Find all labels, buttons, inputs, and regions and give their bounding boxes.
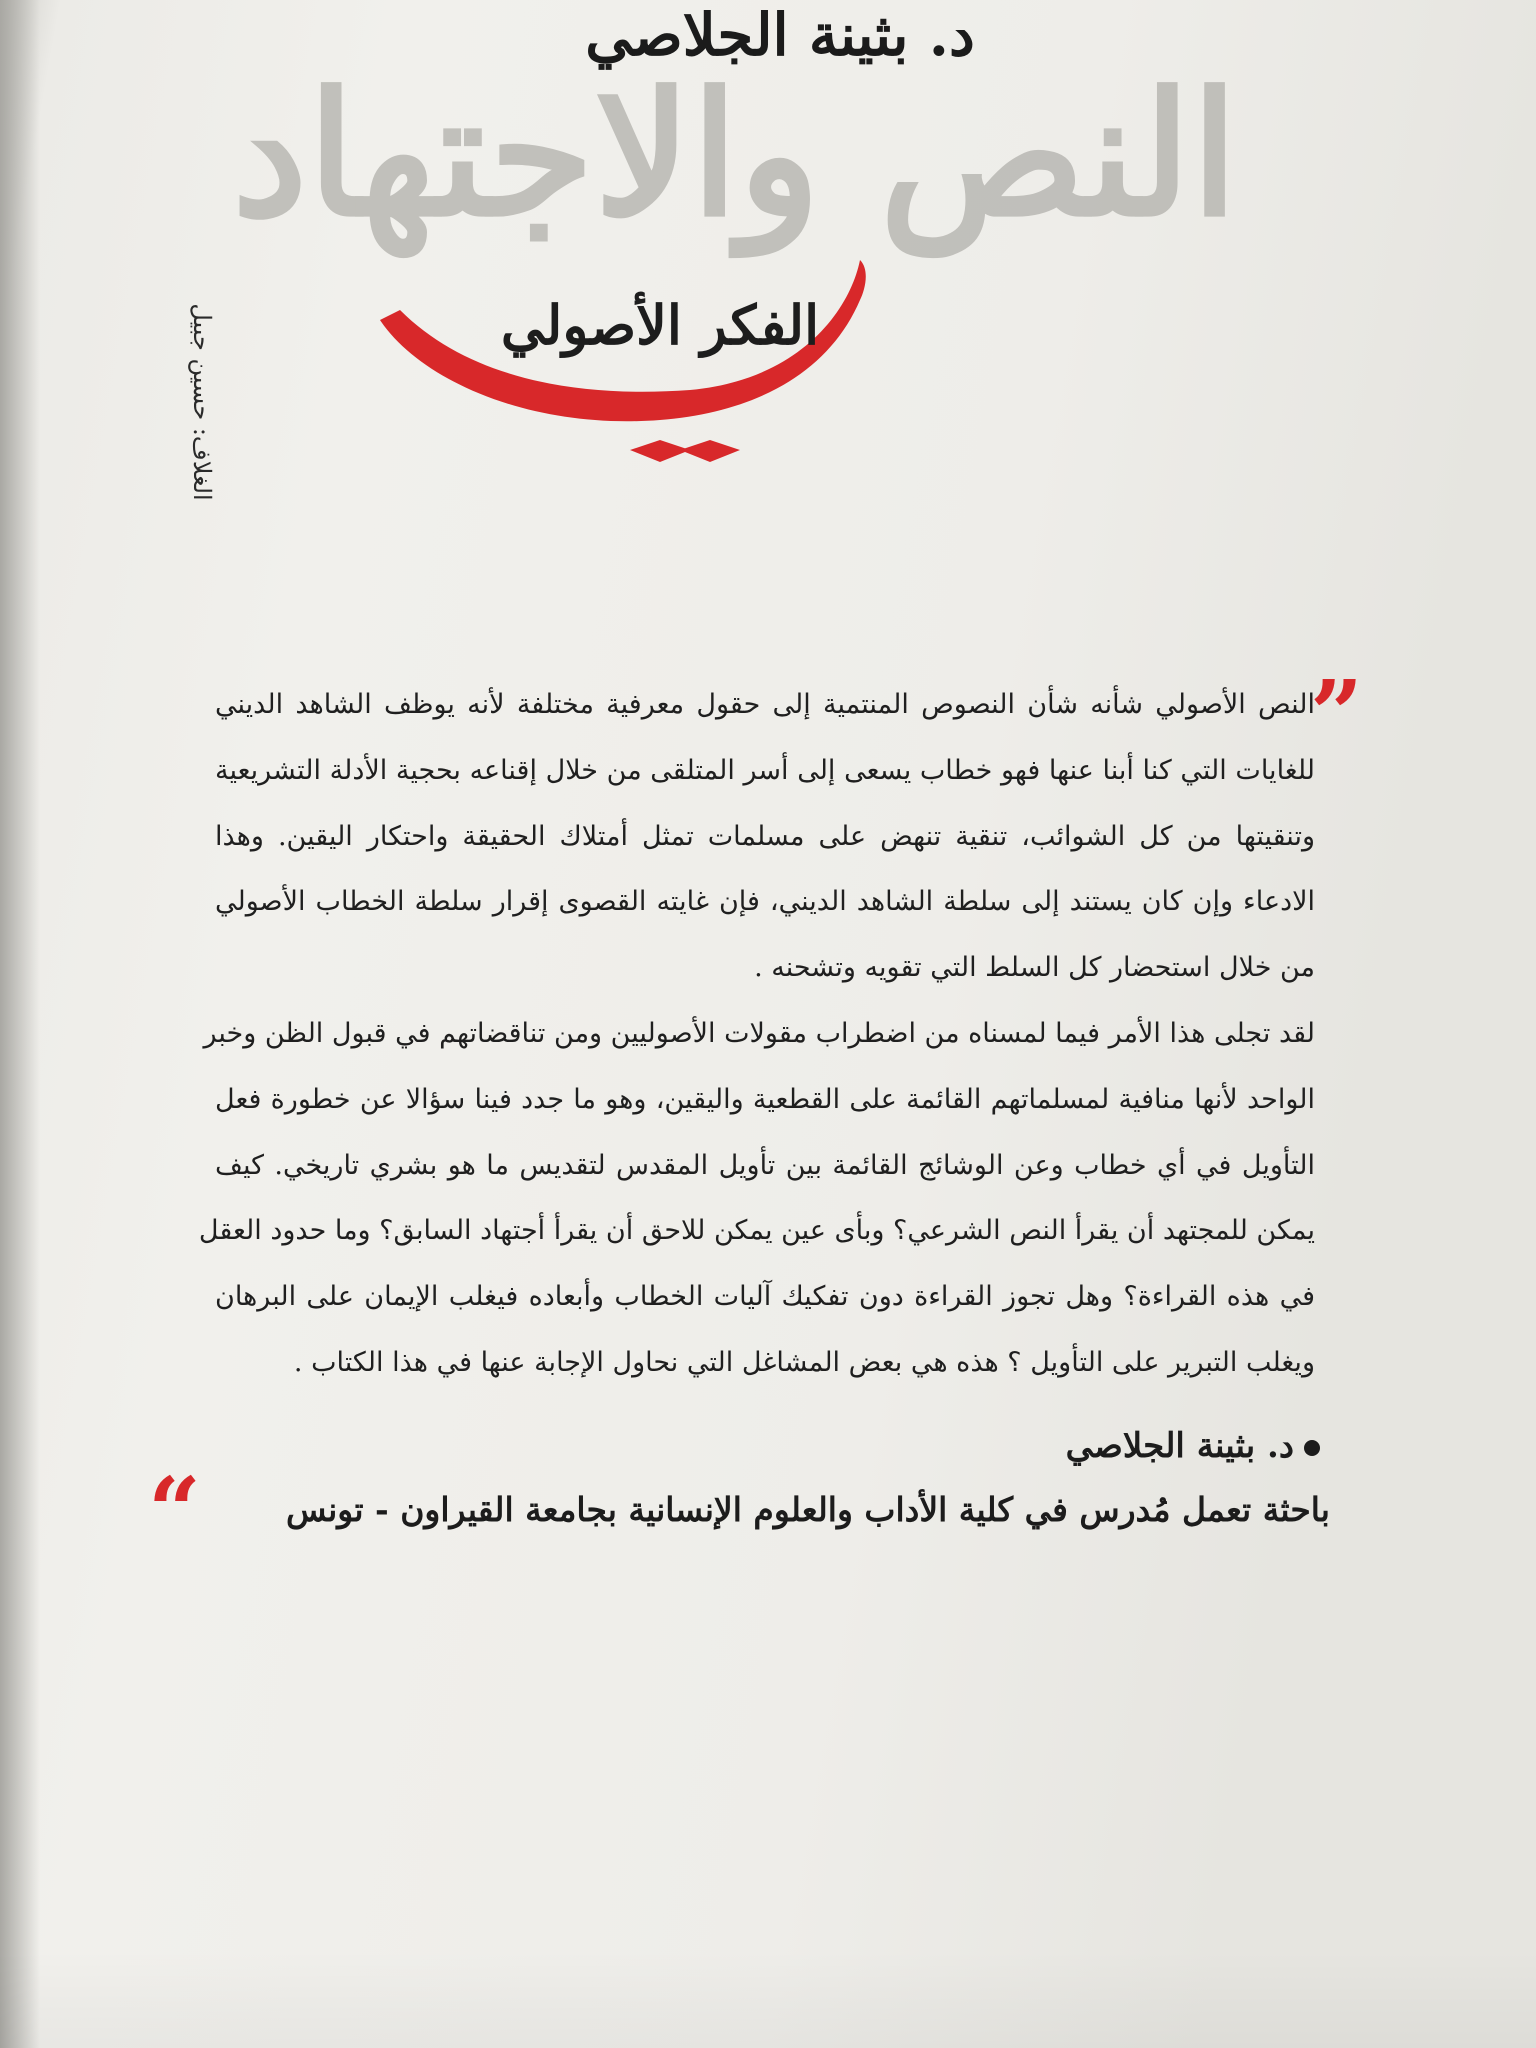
open-quote-mark: ”	[1310, 660, 1363, 768]
blurb-line: في هذه القراءة؟ وهل تجوز القراءة دون تفكيك آليات الخطاب وأبعاده فيغلب الإيمان على البرهان	[215, 1281, 1315, 1313]
blurb-line: الواحد لأنها منافية لمسلماتهم القائمة على القطعية واليقين، وهو ما جدد فينا سؤالا عن خطورة فعل	[215, 1083, 1315, 1115]
blurb-line: لقد تجلى هذا الأمر فيما لمسناه من اضطراب مقولات الأصوليين ومن تناقضاتهم في قبول الظن وخبر	[203, 1017, 1315, 1049]
blurb-line: التأويل في أي خطاب وعن الوشائج القائمة بين تأويل المقدس لتقديس ما هو بشري تاريخي. كيف	[215, 1149, 1315, 1181]
spine-shadow	[0, 0, 40, 2048]
paper-shading	[0, 1950, 1536, 2048]
cover-design-credit: الغلاف: حسين جبيل	[188, 303, 216, 501]
cover-author: د. بثينة الجلاصي	[585, 1, 975, 69]
blurb-line: للغايات التي كنا أبنا عنها فهو خطاب يسعى إلى أسر المتلقى من خلال إقناعه بحجية الأدلة التشريعية	[215, 754, 1315, 786]
author-signature-name	[900, 1418, 1320, 1474]
blurb-line: يمكن للمجتهد أن يقرأ النص الشرعي؟ وبأى عين يمكن للاحق أن يقرأ أجتهاد السابق؟ وما حدود العقل	[198, 1215, 1315, 1247]
blurb-line: الادعاء وإن كان يستند إلى سلطة الشاهد الديني، فإن غايته القصوى إقرار سلطة الخطاب الأصولي	[215, 886, 1315, 918]
author-name-text: د. بثينة الجلاصي	[1065, 1426, 1294, 1466]
blurb-line: ويغلب التبرير على التأويل ؟ هذه هي بعض المشاغل التي نحاول الإجابة عنها في هذا الكتاب .	[293, 1346, 1315, 1378]
author-bio: باحثة تعمل مُدرس في كلية الأداب والعلوم الإنسانية بجامعة القيراون - تونس	[286, 1490, 1330, 1529]
bullet-dot-icon	[1304, 1440, 1320, 1456]
close-quote-mark: “	[148, 1457, 201, 1565]
blurb-line: وتنقيتها من كل الشوائب، تنقية تنهض على مسلمات تمثل أمتلاك الحقيقة واحتكار اليقين. وهذا	[215, 820, 1315, 852]
blurb-line: النص الأصولي شأنه شأن النصوص المنتمية إلى حقول معرفية مختلفة لأنه يوظف الشاهد الديني	[215, 689, 1315, 720]
blurb-text	[198, 672, 1315, 1396]
blurb-line: من خلال استحضار كل السلط التي تقويه وتشحنه .	[754, 952, 1315, 984]
cover-title-large: النص والاجتهاد	[231, 55, 1239, 255]
cover-subtitle: الفكر الأصولي	[500, 293, 820, 357]
